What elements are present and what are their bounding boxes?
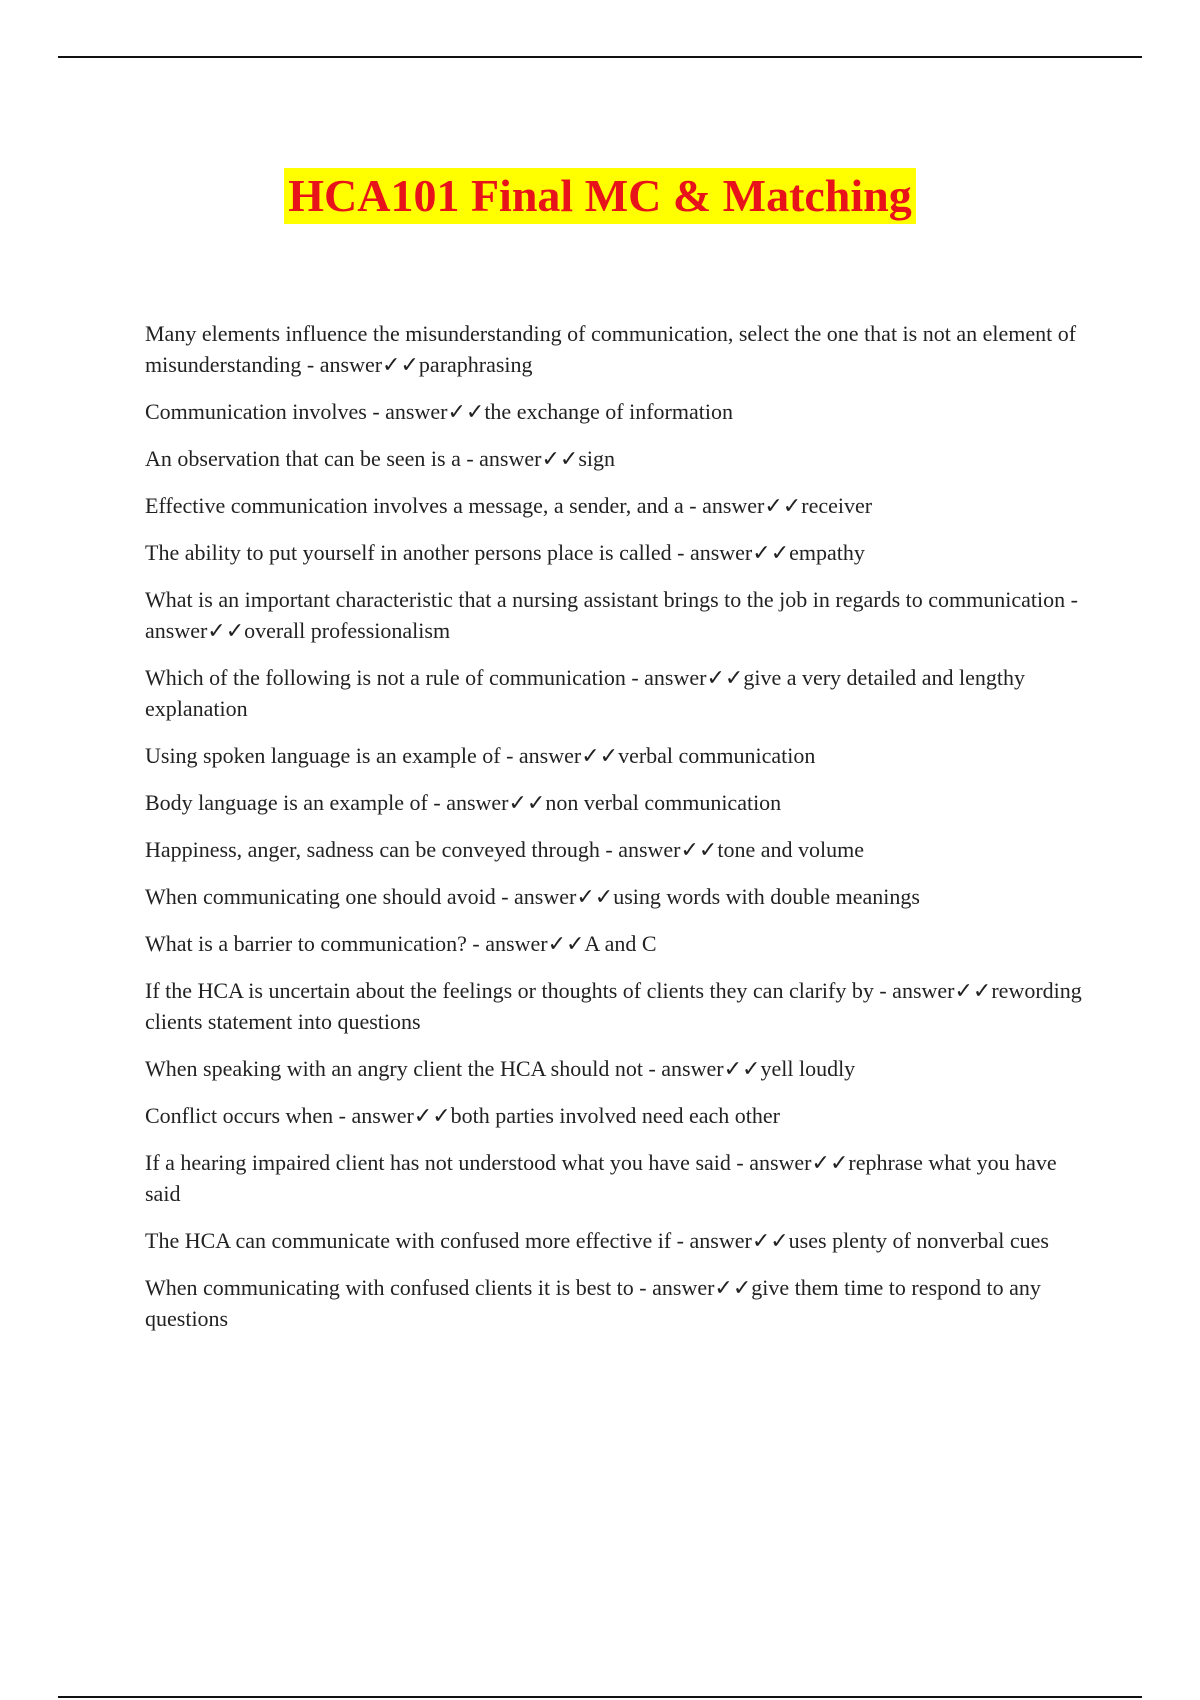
qa-item: Body language is an example of - answer✓✓non verbal communication bbox=[145, 790, 782, 815]
qa-item: If a hearing impaired client has not understood what you have said - answer✓✓rephrase what you have said bbox=[145, 1150, 1057, 1206]
qa-list bbox=[145, 318, 1095, 1350]
bottom-rule bbox=[58, 1696, 1142, 1698]
qa-item: When communicating with confused clients it is best to - answer✓✓give them time to respond to any questions bbox=[145, 1275, 1041, 1331]
qa-item: Which of the following is not a rule of communication - answer✓✓give a very detailed and lengthy explanation bbox=[145, 665, 1025, 721]
qa-item: The HCA can communicate with confused more effective if - answer✓✓uses plenty of nonverbal cues bbox=[145, 1228, 1049, 1253]
qa-item: When communicating one should avoid - answer✓✓using words with double meanings bbox=[145, 884, 920, 909]
top-rule bbox=[58, 56, 1142, 58]
qa-item: What is a barrier to communication? - answer✓✓A and C bbox=[145, 931, 657, 956]
title-container bbox=[0, 168, 1200, 224]
qa-item: Many elements influence the misunderstanding of communication, select the one that is not an element of misunderstanding - answer✓✓paraphrasing bbox=[145, 321, 1077, 377]
qa-item: Happiness, anger, sadness can be conveyed through - answer✓✓tone and volume bbox=[145, 837, 864, 862]
qa-item: What is an important characteristic that a nursing assistant brings to the job in regards to communication - answer✓✓overall professionalism bbox=[145, 587, 1078, 643]
qa-item: An observation that can be seen is a - answer✓✓sign bbox=[145, 446, 616, 471]
qa-item: Conflict occurs when - answer✓✓both parties involved need each other bbox=[145, 1103, 780, 1128]
qa-item: When speaking with an angry client the HCA should not - answer✓✓yell loudly bbox=[145, 1056, 856, 1081]
qa-item: If the HCA is uncertain about the feelings or thoughts of clients they can clarify by - answer✓✓rewording clients statement into questions bbox=[145, 978, 1082, 1034]
qa-item: Using spoken language is an example of - answer✓✓verbal communication bbox=[145, 743, 816, 768]
qa-item: The ability to put yourself in another persons place is called - answer✓✓empathy bbox=[145, 540, 865, 565]
qa-item: Effective communication involves a message, a sender, and a - answer✓✓receiver bbox=[145, 493, 873, 518]
document-title: HCA101 Final MC & Matching bbox=[284, 168, 916, 224]
qa-item: Communication involves - answer✓✓the exchange of information bbox=[145, 399, 733, 424]
